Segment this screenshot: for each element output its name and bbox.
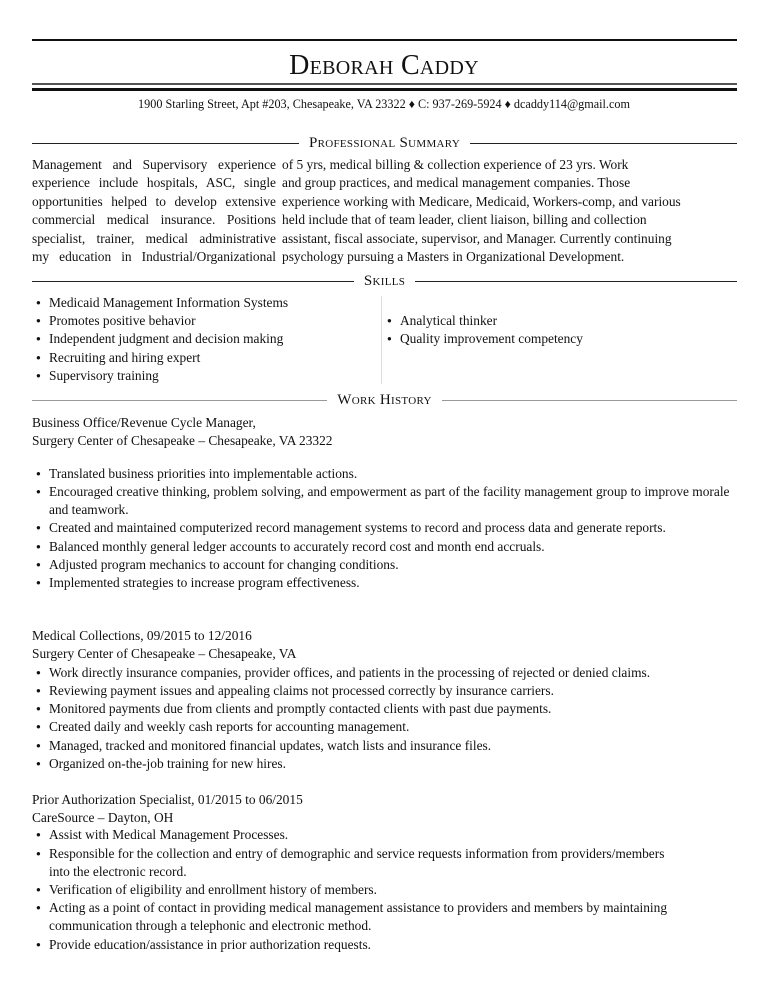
job-bullet: ● Balanced monthly general ledger accounts to accurately record cost and month end accruals. <box>22 538 732 556</box>
job-3 <box>32 791 732 954</box>
summary-line: experience include hospitals, ASC, single <box>32 175 276 191</box>
divider <box>470 143 737 145</box>
summary-left-column <box>32 156 276 266</box>
skill-item: ● Supervisory training <box>22 367 288 385</box>
job-bullets <box>22 465 732 592</box>
name-rule-thick <box>32 88 737 91</box>
job-company: Surgery Center of Chesapeake – Chesapeake, VA <box>32 646 297 662</box>
summary-line: commercial medical insurance. Positions <box>32 212 276 228</box>
section-title: Skills <box>363 273 406 289</box>
job-title: Business Office/Revenue Cycle Manager, <box>32 415 256 430</box>
job-company: Surgery Center of Chesapeake – Chesapeake, VA 23322 <box>32 433 333 449</box>
summary-line: held include that of team leader, client liaison, billing and collection <box>282 212 647 228</box>
divider <box>32 400 327 402</box>
job-bullet: ● Assist with Medical Management Processes. <box>22 826 672 844</box>
name-rule-thin <box>32 83 737 85</box>
skills-heading <box>32 273 737 290</box>
divider <box>442 400 737 402</box>
job-title: Prior Authorization Specialist, 01/2015 to 06/2015 <box>32 792 303 807</box>
job-company: CareSource – Dayton, OH <box>32 810 174 826</box>
skill-item: ● Analytical thinker <box>373 312 583 330</box>
skill-item: ● Promotes positive behavior <box>22 312 288 330</box>
skill-item: ● Medicaid Management Information Systems <box>22 294 288 312</box>
summary-line: and group practices, and medical management companies. Those <box>282 175 631 191</box>
job-bullet: ● Provide education/assistance in prior authorization requests. <box>22 936 672 954</box>
job-bullet: ● Implemented strategies to increase program effectiveness. <box>22 574 732 592</box>
job-title: Medical Collections, 09/2015 to 12/2016 <box>32 628 252 643</box>
skills-list-left <box>22 294 288 385</box>
section-title: Professional Summary <box>308 135 461 151</box>
job-bullet: ● Reviewing payment issues and appealing claims not processed correctly by insurance carriers. <box>22 682 732 700</box>
skill-item: ● Independent judgment and decision making <box>22 330 288 348</box>
summary-line: assistant, fiscal associate, supervisor, and Manager. Currently continuing <box>282 230 672 246</box>
job-bullet: ● Monitored payments due from clients and promptly contacted clients with past due payments. <box>22 700 732 718</box>
job-bullet: ● Created and maintained computerized record management systems to record and process data and generate reports. <box>22 519 732 537</box>
summary-line: of 5 yrs, medical billing & collection experience of 23 yrs. Work <box>282 157 629 172</box>
job-bullet: ● Verification of eligibility and enrollment history of members. <box>22 881 672 899</box>
work-heading <box>32 392 737 409</box>
summary-line: specialist, trainer, medical administrative <box>32 230 276 246</box>
summary-right-column <box>282 156 681 266</box>
job-bullet: ● Encouraged creative thinking, problem solving, and empowerment as part of the facility management group to improve morale and teamwork. <box>22 483 732 519</box>
section-title: Work History <box>337 392 432 408</box>
job-bullet: ● Responsible for the collection and entry of demographic and service requests information from providers/members into the electronic record. <box>22 845 672 881</box>
top-rule <box>32 39 737 41</box>
job-1 <box>32 414 732 592</box>
skill-item: ● Recruiting and hiring expert <box>22 349 288 367</box>
divider <box>415 281 737 283</box>
job-bullet: ● Translated business priorities into implementable actions. <box>22 465 732 483</box>
job-bullet: ● Organized on-the-job training for new hires. <box>22 755 732 773</box>
summary-line: opportunities helped to develop extensive <box>32 193 276 209</box>
summary-line: psychology pursuing a Masters in Organizational Development. <box>282 248 625 264</box>
job-bullet: ● Work directly insurance companies, provider offices, and patients in the processing of rejected or denied claims. <box>22 664 732 682</box>
skills-list-right <box>373 312 583 348</box>
job-2 <box>32 627 732 773</box>
job-bullets <box>22 826 672 953</box>
job-bullets <box>22 664 732 773</box>
divider <box>32 143 299 145</box>
contact-info: 1900 Starling Street, Apt #203, Chesapeake, VA 23322 ♦ C: 937-269-5924 ♦ dcaddy114@gmail.com <box>138 97 630 111</box>
job-bullet: ● Created daily and weekly cash reports for accounting management. <box>22 718 732 736</box>
summary-line: Management and Supervisory experience <box>32 157 276 172</box>
skill-item: ● Quality improvement competency <box>373 330 583 348</box>
job-bullet: ● Managed, tracked and monitored financial updates, watch lists and insurance files. <box>22 737 732 755</box>
job-bullet: ● Adjusted program mechanics to account for changing conditions. <box>22 556 732 574</box>
summary-line: experience working with Medicare, Medicaid, Workers-comp, and various <box>282 193 681 209</box>
candidate-name: Deborah Caddy <box>289 50 479 81</box>
divider <box>32 281 354 283</box>
summary-heading <box>32 135 737 152</box>
job-bullet: ● Acting as a point of contact in providing medical management assistance to providers and members by maintaining communication through a telephonic and electronic method. <box>22 899 672 935</box>
summary-line: my education in Industrial/Organizational <box>32 248 276 264</box>
